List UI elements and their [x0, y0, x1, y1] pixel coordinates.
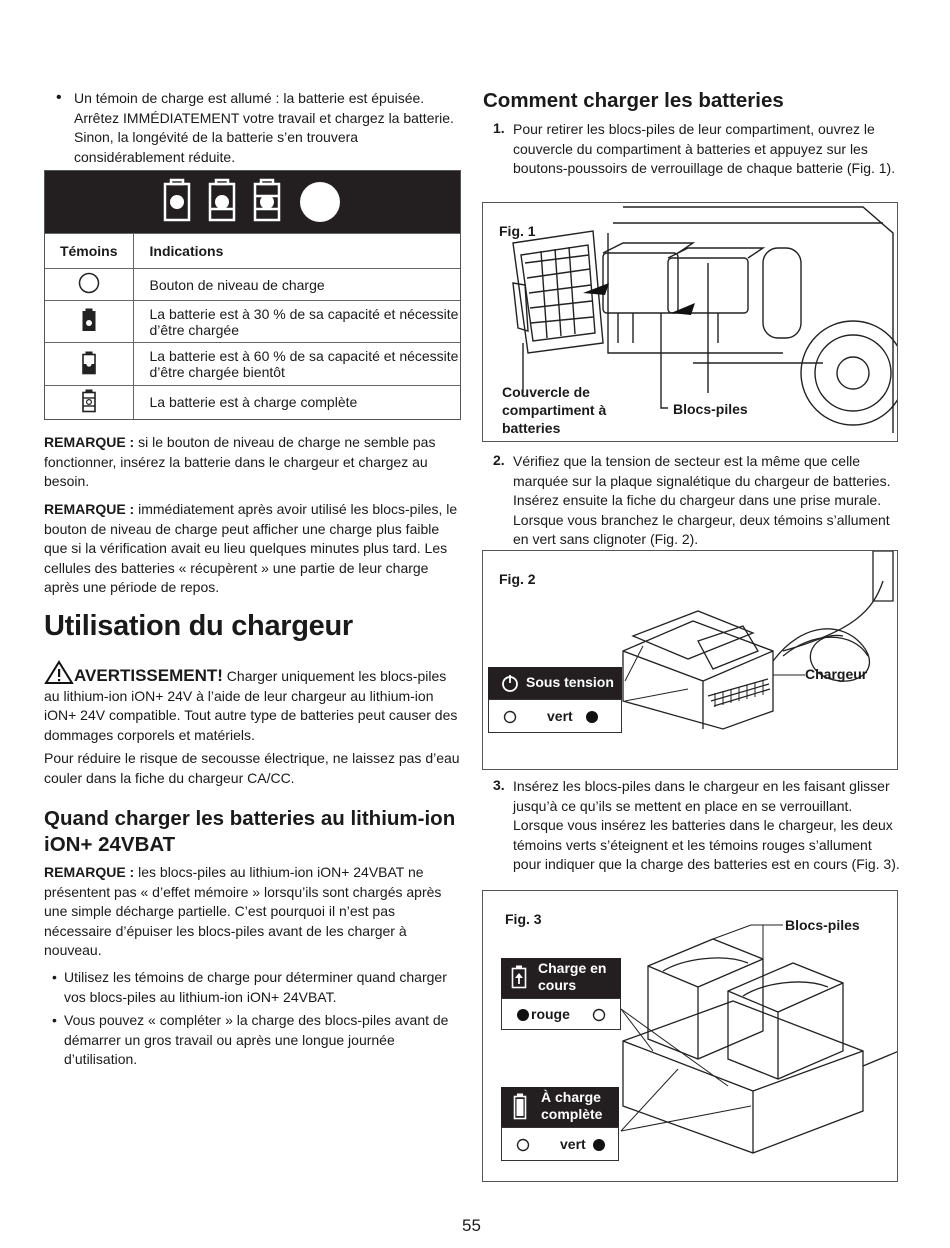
table-row [45, 301, 460, 343]
red-indicator-box [501, 998, 621, 1030]
battery-levels-icon [45, 171, 460, 233]
led-on-icon [585, 710, 599, 724]
step-text: Vérifiez que la tension de secteur est la même que celle marquée sur la plaque signalétique du chargeur de batteries. Insérez ensuite la fiche du chargeur dans une prise murale. Lorsque vous branchez le chargeur, deux témoins s’allument en vert sans clignoter (Fig. 2). [513, 453, 891, 547]
table-row [45, 269, 460, 301]
when-charge-bullets [52, 968, 460, 1074]
indicator-header-graphic [45, 171, 460, 233]
figure-3-label: Fig. 3 [505, 911, 542, 927]
figure-1 [482, 202, 898, 442]
list-item: • Vous pouvez « compléter » la charge des blocs-piles avant de démarrer un gros travail ou après une longue journée d’utilisation. [52, 1011, 460, 1070]
led-off-icon [503, 710, 517, 724]
led-on-icon [592, 1138, 606, 1152]
column-witness: Témoins [45, 234, 133, 269]
note-label: REMARQUE : [44, 864, 135, 880]
table-row [45, 343, 460, 386]
bullet-dot: • [56, 89, 62, 106]
warning-text: Charger uniquement les blocs-piles au lithium-ion iON+ 24V à l’aide de leur chargeur au lithium-ion iON+ 24V compatible. Tout autre type de batteries peut causer des dommages corporels et matériels. [44, 668, 458, 743]
shock-paragraph: Pour réduire le risque de secousse électrique, ne laissez pas d’eau couler dans la fiche du chargeur CA/CC. [44, 750, 460, 786]
led-on-icon [516, 1008, 530, 1022]
packs-label: Blocs-piles [673, 401, 748, 417]
figure-2 [482, 550, 898, 770]
indicator-table [44, 170, 461, 420]
intro-bullet-text: Un témoin de charge est allumé : la batterie est épuisée. Arrêtez IMMÉDIATEMENT votre travail et chargez la batterie. Sinon, la longévité de la batterie s’en trouvera considérablement réduite. [74, 90, 454, 165]
warning-triangle-icon [44, 660, 74, 684]
warning-label: AVERTISSEMENT! [74, 666, 223, 685]
intro-bullet [56, 89, 456, 167]
note-label: REMARQUE : [44, 434, 135, 450]
indication-text: Bouton de niveau de charge [133, 269, 460, 301]
power-icon [500, 673, 520, 693]
note-text: les blocs-piles au lithium-ion iON+ 24VBAT ne présentent pas « d’effet mémoire » lorsqu’ils sont chargés après une simple décharge partielle. C’est pourquoi il n’est pas nécessaire d’épuiser les blocs-piles avant de les charger à nouveau. [44, 864, 442, 958]
step-number: 3. [493, 777, 505, 793]
when-charge-note [44, 863, 461, 961]
note-2 [44, 500, 461, 598]
charger-illustration [483, 551, 898, 770]
page-number: 55 [462, 1216, 481, 1235]
cover-label: Couvercle de compartiment à batteries [502, 384, 607, 436]
battery-60-icon [82, 351, 96, 375]
full-charge-label: À charge complète [541, 1089, 603, 1122]
full-charge-badge [501, 1087, 619, 1127]
packs-label: Blocs-piles [785, 917, 860, 933]
battery-charging-icon [511, 965, 527, 989]
power-label: Sous tension [526, 674, 614, 690]
indication-text: La batterie est à charge complète [133, 386, 460, 419]
how-charge-title: Comment charger les batteries [483, 89, 784, 112]
battery-full-icon [513, 1093, 527, 1121]
battery-30-icon [82, 308, 96, 332]
circle-outline-icon [78, 272, 100, 294]
note-text: si le bouton de niveau de charge ne semble pas fonctionner, insérez la batterie dans le chargeur et chargez au besoin. [44, 434, 436, 489]
green-label: vert [547, 708, 573, 724]
indication-text: La batterie est à 30 % de sa capacité et nécessite d’être chargée [133, 301, 460, 343]
charger-label: Chargeur [805, 666, 868, 682]
step-number: 1. [493, 120, 505, 136]
note-1 [44, 433, 461, 492]
green-indicator-box [501, 1127, 619, 1161]
battery-full-icon [82, 389, 96, 413]
green-label: vert [560, 1136, 586, 1152]
charging-badge [501, 958, 621, 998]
figure-3 [482, 890, 898, 1182]
step-2 [493, 452, 901, 550]
note-text: immédiatement après avoir utilisé les blocs-piles, le bouton de niveau de charge peut afficher une charge plus faible que si la vérification avait eu lieu quelques minutes plus tard. Les cellules des batteries « récupèrent » une partie de leur charge après une période de repos. [44, 501, 458, 595]
green-indicator-box [488, 699, 622, 733]
list-item: • Utilisez les témoins de charge pour déterminer quand charger vos blocs-piles au lithium-ion iON+ 24VBAT. [52, 968, 460, 1007]
step-3 [493, 777, 901, 875]
step-text: Pour retirer les blocs-piles de leur compartiment, ouvrez le couvercle du compartiment à batteries et appuyez sur les boutons-poussoirs de verrouillage de chaque batterie (Fig. 1). [513, 121, 896, 176]
indication-text: La batterie est à 60 % de sa capacité et nécessite d’être chargée bientôt [133, 343, 460, 386]
red-label: rouge [531, 1006, 570, 1022]
charging-label: Charge en cours [538, 960, 607, 993]
note-label: REMARQUE : [44, 501, 135, 517]
column-indication: Indications [133, 234, 460, 269]
when-charge-title: Quand charger les batteries au lithium-ion iON+ 24VBAT [44, 807, 456, 856]
warning-paragraph [44, 660, 461, 745]
table-row [45, 386, 460, 419]
figure-2-label: Fig. 2 [499, 571, 536, 587]
figure-1-label: Fig. 1 [499, 223, 536, 239]
led-off-icon [592, 1008, 606, 1022]
led-off-icon [516, 1138, 530, 1152]
step-text: Insérez les blocs-piles dans le chargeur en les faisant glisser jusqu’à ce qu’ils se mettent en place en se verrouillant. Lorsque vous insérez les batteries dans le chargeur, les deux témoins verts s’éteignent et les témoins rouges s’allument pour indiquer que la charge des batteries est en cours (Fig. 3). [513, 778, 900, 872]
section-title: Utilisation du chargeur [44, 610, 353, 642]
step-1 [493, 120, 901, 179]
step-number: 2. [493, 452, 505, 468]
power-on-badge [488, 667, 622, 699]
